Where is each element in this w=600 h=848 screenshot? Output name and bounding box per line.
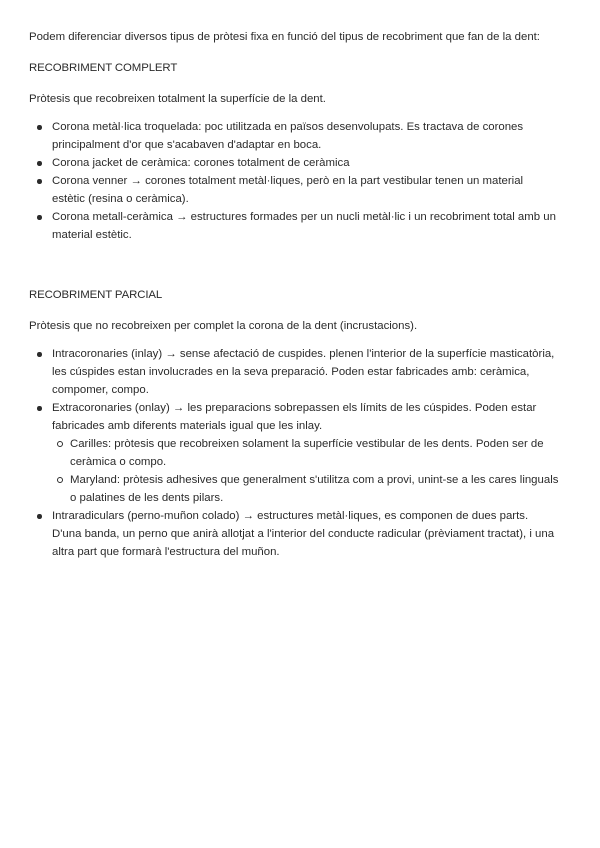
list-item xyxy=(29,345,559,399)
list-partial-coverage xyxy=(29,345,559,561)
list-complete-coverage xyxy=(29,118,559,244)
section-spacer xyxy=(29,244,559,286)
list-item-text: Intracoronaries (inlay) → sense afectació de cuspides. plenen l'interior de la superfície masticatòria, les cúspides estan involucrades en la seva preparació. Poden estar fabricades amb: ceràmica, compomer, compo. xyxy=(52,348,555,396)
list-item: Corona jacket de ceràmica: corones totalment de ceràmica xyxy=(29,154,559,172)
intro-paragraph: Podem diferenciar diversos tipus de pròtesi fixa en funció del tipus de recobriment que fan de la dent: xyxy=(29,31,540,43)
list-item: Corona venner → corones totalment metàl·liques, però en la part vestibular tenen un material estètic (resina o ceràmica). xyxy=(29,172,559,208)
list-item: Corona metall-ceràmica → estructures formades per un nucli metàl·lic i un recobriment total amb un material estètic. xyxy=(29,208,559,244)
list-item xyxy=(29,399,559,507)
heading-complete-coverage: RECOBRIMENT COMPLERT xyxy=(29,62,178,74)
lead-complete-coverage: Pròtesis que recobreixen totalment la superfície de la dent. xyxy=(29,93,326,105)
heading-partial-coverage: RECOBRIMENT PARCIAL xyxy=(29,289,163,301)
sublist-onlay-types xyxy=(52,435,559,507)
list-item-text: Extracoronaries (onlay) → les preparacions sobrepassen els límits de les cúspides. Poden estar fabricades amb diferents materials igual que les inlay. xyxy=(52,402,537,432)
list-item: Corona metàl·lica troquelada: poc utilitzada en països desenvolupats. Es tractava de corones principalment d'or que s'acabaven d'adaptar en boca. xyxy=(29,118,559,154)
list-item-text: Intraradiculars (perno-muñon colado) → estructures metàl·liques, es componen de dues parts. D'una banda, un perno que anirà allotjat a l'interior del conducte radicular (prèviament tractat), i una altra part que formarà l'estructura del muñon. xyxy=(52,510,555,558)
sub-list-item: Carilles: pròtesis que recobreixen solament la superfície vestibular de les dents. Poden ser de ceràmica o compo. xyxy=(52,435,559,471)
list-item xyxy=(29,507,559,561)
sub-list-item: Maryland: pròtesis adhesives que generalment s'utilitza com a provi, unint-se a les cares linguals o palatines de les dents pilars. xyxy=(52,471,559,507)
document-body xyxy=(29,28,559,561)
lead-partial-coverage: Pròtesis que no recobreixen per complet la corona de la dent (incrustacions). xyxy=(29,320,418,332)
